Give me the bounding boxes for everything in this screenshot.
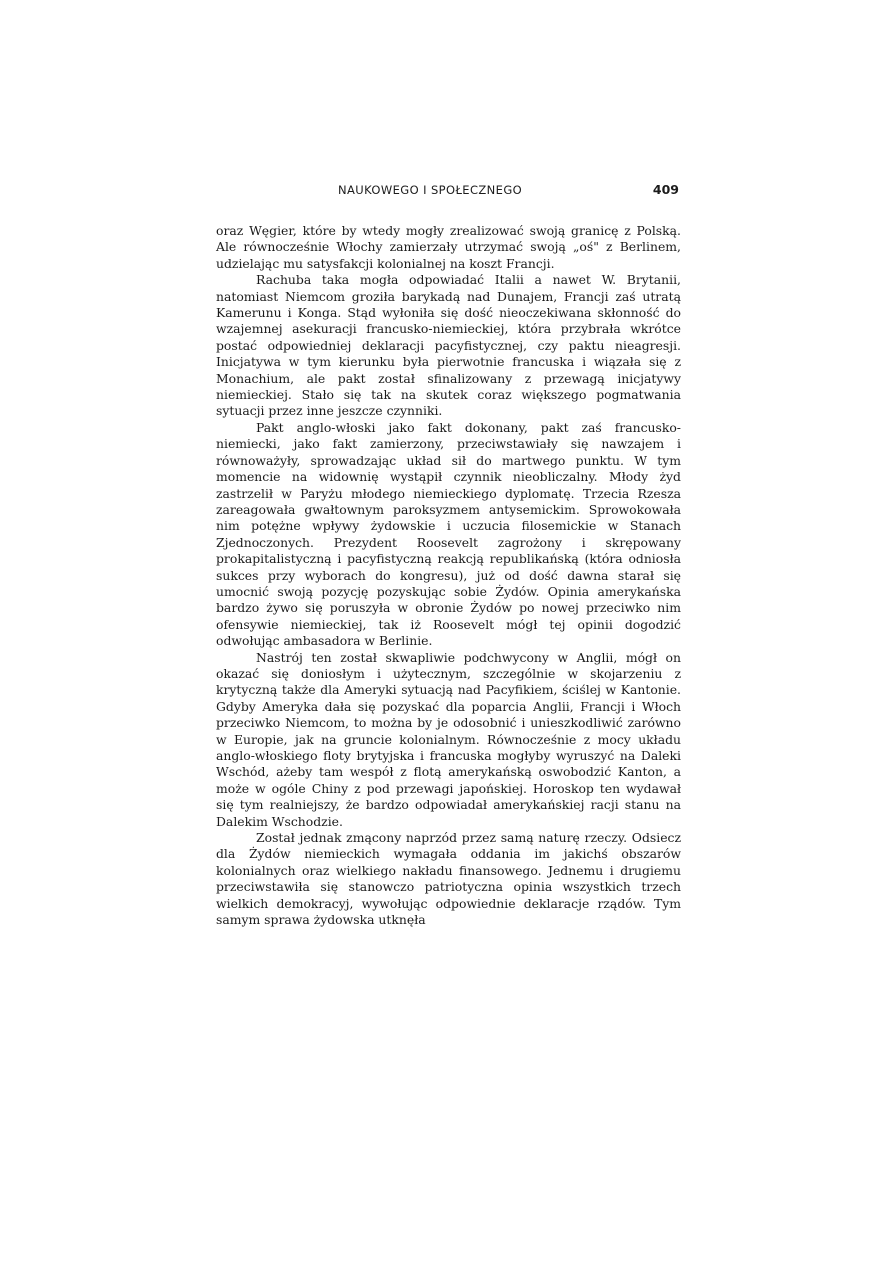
paragraph: Rachuba taka mogła odpowiadać Italii a nawet W. Brytanii, natomiast Niemcom groziła barykadą nad Dunajem, Francji zaś utratą Kamerunu i Konga. Stąd wyłoniła się dość nieoczekiwana skłonność do wzajemnej asekuracji francusko-niemieckiej, która przybrała wkrótce postać odpowiedniej deklaracji pacyfistycznej, czy paktu nieagresji. Inicjatywa w tym kierunku była pierwotnie francuska i wiązała się z Monachium, ale pakt został sfinalizowany z przewagą inicjatywy niemieckiej. Stało się tak na skutek coraz większego pogmatwania sytuacji przez inne jeszcze czynniki. [216,272,681,419]
paragraph: Został jednak zmącony naprzód przez samą naturę rzeczy. Odsiecz dla Żydów niemieckich wymagała oddania im jakichś obszarów kolonialnych oraz wielkiego nakładu finansowego. Jednemu i drugiemu przeciwstawiła się stanowczo patriotyczna opinia wszystkich trzech wielkich demokracyj, wywołując odpowiednie deklaracje rządów. Tym samym sprawa żydowska utknęła [216,830,681,928]
paragraph: Nastrój ten został skwapliwie podchwycony w Anglii, mógł on okazać się doniosłym i użytecznym, szczególnie w skojarzeniu z krytyczną także dla Ameryki sytuacją nad Pacyfikiem, ściślej w Kantonie. Gdyby Ameryka dała się pozyskać dla poparcia Anglii, Francji i Włoch przeciwko Niemcom, to można by je odosobnić i unieszkodliwić zarówno w Europie, jak na gruncie kolonialnym. Równocześnie z mocy układu anglo-włoskiego floty brytyjska i francuska mogłyby wyruszyć na Daleki Wschód, ażeby tam wespół z flotą amerykańską oswobodzić Kanton, a może w ogóle Chiny z pod przewagi japońskiej. Horoskop ten wydawał się tym realniejszy, że bardzo odpowiadał amerykańskiej racji stanu na Dalekim Wschodzie. [216,649,681,829]
page-header [216,183,681,205]
book-page [216,183,681,928]
paragraph: oraz Węgier, które by wtedy mogły zrealizować swoją granicę z Polską. Ale równocześnie Włochy zamierzały utrzymać swoją „oś" z Berlinem, udzielając mu satysfakcji kolonialnej na koszt Francji. [216,223,681,271]
page-number: 409 [652,182,679,197]
body-text [216,223,681,928]
paragraph: Pakt anglo-włoski jako fakt dokonany, pakt zaś francusko-niemiecki, jako fakt zamierzony, przeciwstawiały się nawzajem i równoważyły, sprowadzając układ sił do martwego punktu. W tym momencie na widownię wystąpił czynnik nieobliczalny. Młody żyd zastrzelił w Paryżu młodego niemieckiego dyplomatę. Trzecia Rzesza zareagowała gwałtownym paroksyzmem antysemickim. Sprowokowała nim potężne wpływy żydowskie i uczucia filosemickie w Stanach Zjednoczonych. Prezydent Roosevelt zagrożony i skrępowany prokapitalistyczną i pacyfistyczną reakcją republikańską (która odniosła sukces przy wyborach do kongresu), już od dość dawna starał się umocnić swoją pozycję pozyskując sobie Żydów. Opinia amerykańska bardzo żywo się poruszyła w obronie Żydów po nowej przeciwko nim ofensywie niemieckiej, tak iż Roosevelt mógł tej opinii dogodzić odwołując ambasadora w Berlinie. [216,419,681,649]
running-title: NAUKOWEGO I SPOŁECZNEGO [338,183,523,197]
